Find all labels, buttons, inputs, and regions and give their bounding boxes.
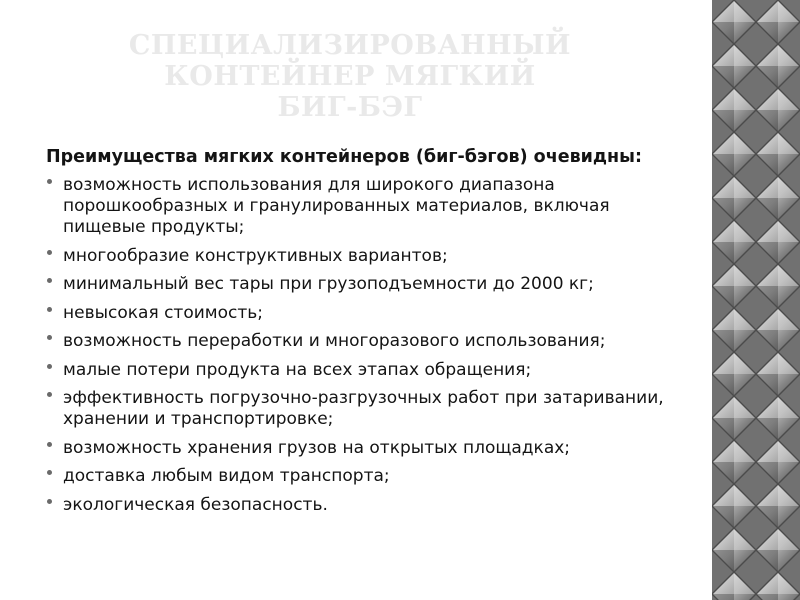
bullet-dot-icon — [47, 470, 52, 475]
list-item — [46, 495, 666, 516]
title-line-2: КОНТЕЙНЕР МЯГКИЙ — [164, 61, 536, 92]
list-item — [46, 388, 666, 430]
list-item-text: доставка любым видом транспорта; — [63, 466, 390, 486]
advantages-list — [46, 175, 666, 516]
list-item-text: возможность хранения грузов на открытых площадках; — [63, 437, 571, 458]
intro-text: Преимущества мягких контейнеров (биг-бэгов) очевидны: — [46, 147, 642, 167]
list-item-text: невысокая стоимость; — [63, 302, 263, 323]
list-item — [46, 246, 666, 267]
list-item-text: многообразие конструктивных вариантов; — [63, 245, 448, 266]
bullet-dot-icon — [47, 499, 52, 504]
list-item — [46, 274, 666, 295]
bullet-dot-icon — [47, 392, 52, 397]
bullet-dot-icon — [47, 179, 52, 184]
decorative-diamond-pattern — [712, 0, 800, 600]
slide-title — [60, 30, 640, 123]
list-item-text: экологическая безопасность. — [63, 494, 328, 515]
title-line-1: СПЕЦИАЛИЗИРОВАННЫЙ — [128, 30, 572, 61]
bullet-dot-icon — [47, 250, 52, 255]
bullet-dot-icon — [47, 364, 52, 369]
list-item — [46, 303, 666, 324]
bullet-dot-icon — [47, 442, 52, 447]
slide-content — [46, 147, 666, 523]
list-item-text: минимальный вес тары при грузоподъемности до 2000 кг; — [63, 274, 594, 294]
list-item — [46, 175, 666, 238]
bullet-dot-icon — [47, 278, 52, 283]
list-item — [46, 360, 666, 381]
list-item — [46, 466, 666, 487]
list-item-text: возможность переработки и многоразового использования; — [63, 331, 606, 351]
list-item — [46, 331, 666, 352]
list-item-text: малые потери продукта на всех этапах обращения; — [63, 359, 532, 380]
bullet-dot-icon — [47, 335, 52, 340]
list-item-text: эффективность погрузочно-разгрузочных работ при затаривании, хранении и транспортировке; — [63, 388, 664, 429]
bullet-dot-icon — [47, 307, 52, 312]
list-item-text: возможность использования для широкого диапазона порошкообразных и гранулированных материалов, включая пищевые продукты; — [63, 175, 610, 237]
title-line-3: БИГ-БЭГ — [277, 92, 423, 123]
list-item — [46, 438, 666, 459]
